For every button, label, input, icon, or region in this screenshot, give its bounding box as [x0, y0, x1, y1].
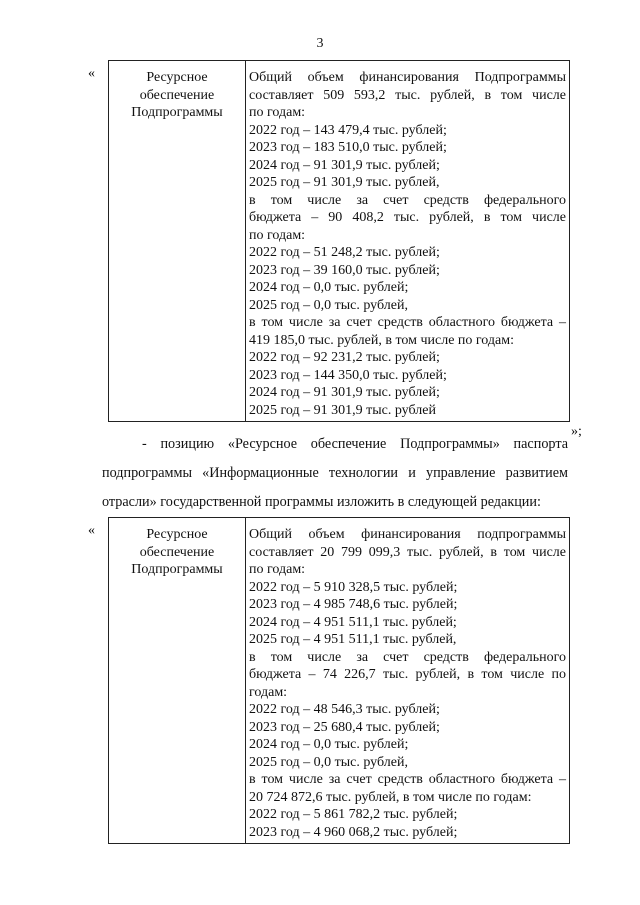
content-line: 2025 год – 4 951 511,1 тыс. рублей,	[249, 632, 457, 647]
content-line: по годам:	[249, 227, 306, 243]
content-line: в том числе за счет средств областного бюджета –	[249, 772, 566, 787]
content-line: 2022 год – 5 910 328,5 тыс. рублей;	[249, 579, 458, 595]
content-cell	[246, 61, 570, 422]
content-line: 2022 год – 48 546,3 тыс. рублей;	[249, 702, 440, 717]
label-cell	[109, 518, 246, 844]
instruction-paragraph	[102, 430, 568, 517]
paragraph-line: подпрограммы «Информационные технологии и управление развитием	[102, 465, 568, 481]
opening-quote-mark-2: «	[88, 523, 95, 538]
content-line: в том числе за счет средств федерального	[249, 649, 566, 665]
content-line: в том числе за счет средств областного бюджета –	[249, 315, 566, 330]
content-line: 2025 год – 91 301,9 тыс. рублей	[249, 402, 436, 418]
content-line: по годам:	[249, 105, 306, 120]
content-line: годам:	[249, 684, 288, 700]
label-line: Подпрограммы	[131, 105, 223, 120]
content-line: 2022 год – 143 479,4 тыс. рублей;	[249, 122, 447, 138]
content-line: 2024 год – 91 301,9 тыс. рублей;	[249, 157, 440, 173]
content-line: 2024 год – 91 301,9 тыс. рублей;	[249, 385, 440, 400]
label-line: Ресурсное	[146, 527, 208, 542]
label-line: обеспечение	[139, 87, 215, 103]
paragraph-line: - позицию «Ресурсное обеспечение Подпрограммы» паспорта	[142, 436, 568, 452]
content-line: 2023 год – 39 160,0 тыс. рублей;	[249, 262, 440, 278]
paragraph-line: отрасли» государственной программы изложить в следующей редакции:	[102, 494, 541, 510]
content-line: составляет 509 593,2 тыс. рублей, в том числе	[249, 87, 566, 103]
resource-table-original	[108, 60, 570, 422]
content-line: 2025 год – 0,0 тыс. рублей,	[249, 297, 408, 313]
content-line: 2025 год – 91 301,9 тыс. рублей,	[249, 175, 440, 190]
content-line: в том числе за счет средств федерального	[249, 192, 566, 208]
content-line: 2024 год – 4 951 511,1 тыс. рублей;	[249, 614, 457, 630]
content-line: 2024 год – 0,0 тыс. рублей;	[249, 280, 409, 295]
content-line: 2025 год – 0,0 тыс. рублей,	[249, 754, 408, 770]
label-cell	[109, 61, 246, 422]
content-line: 419 185,0 тыс. рублей, в том числе по годам:	[249, 332, 514, 348]
content-line: 20 724 872,6 тыс. рублей, в том числе по годам:	[249, 789, 532, 805]
content-line: 2022 год – 5 861 782,2 тыс. рублей;	[249, 807, 458, 822]
label-line: обеспечение	[139, 544, 215, 560]
content-line: 2022 год – 92 231,2 тыс. рублей;	[249, 350, 440, 365]
content-line: 2024 год – 0,0 тыс. рублей;	[249, 737, 409, 752]
label-line: Подпрограммы	[131, 562, 223, 577]
content-line: 2023 год – 144 350,0 тыс. рублей;	[249, 367, 447, 383]
opening-quote-mark: «	[88, 66, 95, 81]
content-line: составляет 20 799 099,3 тыс. рублей, в том числе	[249, 544, 566, 560]
content-cell	[246, 518, 570, 844]
content-line: Общий объем финансирования подпрограммы	[249, 527, 566, 542]
resource-table-new	[108, 517, 570, 844]
page-number: 3	[316, 36, 324, 51]
content-line: 2023 год – 25 680,4 тыс. рублей;	[249, 719, 440, 735]
closing-quote-mark: »;	[571, 424, 582, 439]
content-line: бюджета – 90 408,2 тыс. рублей, в том числе	[249, 210, 566, 225]
content-line: бюджета – 74 226,7 тыс. рублей, в том числе по	[249, 667, 566, 682]
label-line: Ресурсное	[146, 70, 208, 85]
table-row	[109, 61, 570, 422]
content-line: 2022 год – 51 248,2 тыс. рублей;	[249, 245, 440, 260]
content-line: 2023 год – 4 960 068,2 тыс. рублей;	[249, 824, 458, 840]
table-row	[109, 518, 570, 844]
content-line: 2023 год – 4 985 748,6 тыс. рублей;	[249, 597, 458, 612]
content-line: Общий объем финансирования Подпрограммы	[249, 70, 566, 85]
content-line: по годам:	[249, 562, 306, 577]
content-line: 2023 год – 183 510,0 тыс. рублей;	[249, 140, 447, 155]
